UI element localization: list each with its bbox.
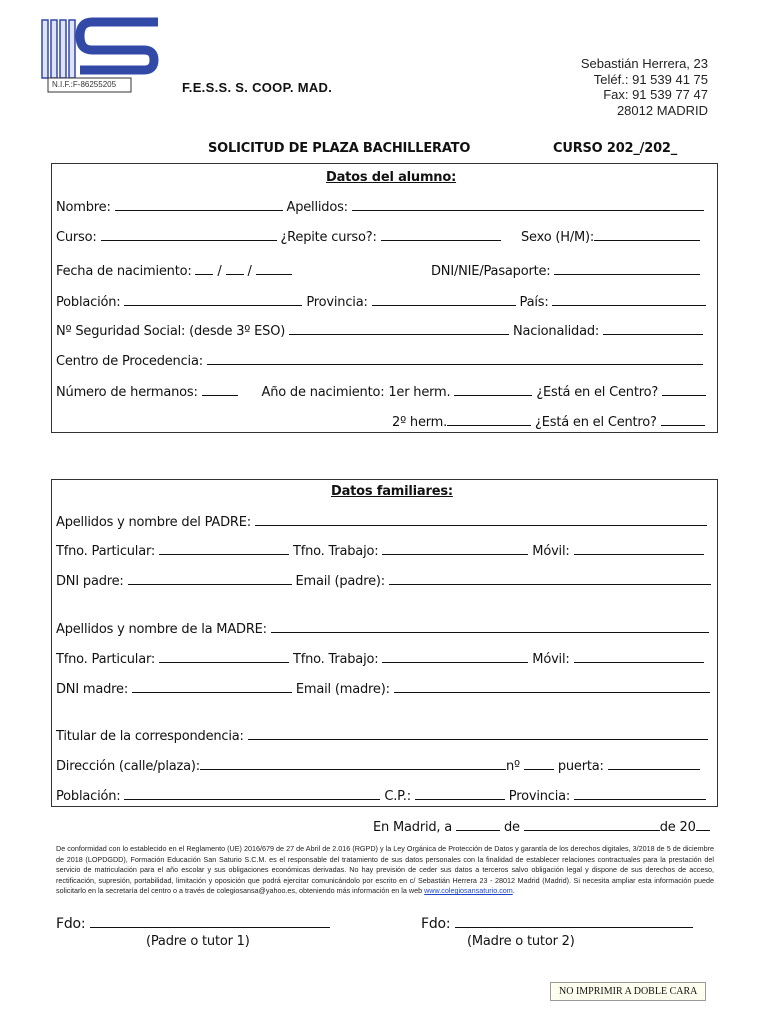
padre-field[interactable] [255, 513, 707, 526]
seguridad-field[interactable] [289, 322, 509, 335]
company-name: F.E.S.S. S. COOP. MAD. [182, 80, 333, 95]
row-seguridad [56, 322, 703, 339]
de20-label: de 20 [659, 820, 696, 835]
cp-field[interactable] [415, 787, 505, 800]
course-year: CURSO 202_/202_ [553, 141, 678, 156]
poblacion-label: Población: [56, 295, 121, 310]
form-title: SOLICITUD DE PLAZA BACHILLERATO [208, 141, 471, 156]
anio-herm2-field[interactable] [447, 413, 531, 426]
signature-1-field[interactable] [90, 915, 330, 928]
poblacion-field[interactable] [124, 293, 302, 306]
dni-madre-field[interactable] [132, 680, 292, 693]
movil-madre-label: Móvil: [532, 652, 570, 667]
en-madrid-label: En Madrid, a [373, 820, 453, 835]
esta1-field[interactable] [662, 383, 706, 396]
madre-tutor-caption: (Madre o tutor 2) [467, 934, 575, 949]
tfno-trab-madre-field[interactable] [382, 650, 528, 663]
herm2-label: 2º herm. [392, 415, 448, 430]
tfno-part-madre-label: Tfno. Particular: [56, 652, 156, 667]
dni-madre-label: DNI madre: [56, 682, 129, 697]
email-madre-label: Email (madre): [295, 682, 390, 697]
privacy-notice [56, 844, 714, 897]
signature-2-field[interactable] [455, 915, 693, 928]
email-padre-field[interactable] [389, 572, 711, 585]
email-padre-label: Email (padre): [295, 574, 385, 589]
row-herm2 [392, 413, 705, 430]
nombre-label: Nombre: [56, 200, 111, 215]
poblacion-familia-label: Población: [56, 789, 121, 804]
madre-label: Apellidos y nombre de la MADRE: [56, 622, 267, 637]
tfno-trab-padre-label: Tfno. Trabajo: [292, 544, 379, 559]
date-place-line [373, 818, 710, 835]
tfno-part-padre-label: Tfno. Particular: [56, 544, 156, 559]
email-madre-field[interactable] [394, 680, 710, 693]
privacy-end: . [512, 886, 515, 895]
nacionalidad-label: Nacionalidad: [513, 324, 600, 339]
address-city: 28012 MADRID [616, 102, 708, 118]
apellidos-label: Apellidos: [286, 200, 348, 215]
address-street: Sebastián Herrera, 23 [580, 56, 708, 71]
num-field[interactable] [524, 757, 554, 770]
row-centro [56, 352, 703, 369]
nacionalidad-field[interactable] [603, 322, 703, 335]
fecha-dia-field[interactable] [195, 262, 213, 275]
direccion-label: Dirección (calle/plaza): [56, 759, 200, 774]
tfno-trab-padre-field[interactable] [382, 542, 528, 555]
dni-field[interactable] [554, 262, 700, 275]
sexo-label: Sexo (H/M): [521, 230, 595, 245]
row-titular [56, 727, 708, 744]
row-tfno-madre [56, 650, 704, 667]
row-tfno-padre [56, 542, 704, 559]
repite-field[interactable] [381, 228, 501, 241]
row-poblacion-familia [56, 787, 706, 804]
dni-padre-field[interactable] [128, 572, 292, 585]
esta1-label: ¿Está en el Centro? [536, 385, 659, 400]
hermanos-label: Número de hermanos: [56, 385, 198, 400]
fecha-label: Fecha de nacimiento: [56, 264, 192, 279]
nombre-field[interactable] [115, 198, 283, 211]
fdo2-label: Fdo: [421, 916, 451, 932]
num-label: nº [505, 759, 520, 774]
pais-label: País: [519, 295, 549, 310]
anio-herm1-field[interactable] [454, 383, 532, 396]
padre-tutor-caption: (Padre o tutor 1) [146, 934, 250, 949]
esta2-label: ¿Está en el Centro? [535, 415, 657, 430]
de-label: de [503, 820, 520, 835]
fecha-anio-field[interactable] [256, 262, 292, 275]
provincia-familia-label: Provincia: [508, 789, 571, 804]
pais-field[interactable] [552, 293, 706, 306]
repite-label: ¿Repite curso?: [280, 230, 377, 245]
row-madre [56, 620, 709, 637]
curso-field[interactable] [101, 228, 277, 241]
row-direccion [56, 757, 700, 774]
row-hermanos [56, 383, 706, 400]
poblacion-familia-field[interactable] [124, 787, 380, 800]
titular-field[interactable] [248, 727, 708, 740]
sexo-field[interactable] [594, 228, 700, 241]
signature-2 [421, 915, 693, 932]
row-padre [56, 513, 707, 530]
dni-padre-label: DNI padre: [56, 574, 124, 589]
row-dni-madre [56, 680, 710, 697]
address-phone: Teléf.: 91 539 41 75 [593, 71, 708, 87]
family-section-heading: Datos familiares: [331, 484, 453, 499]
puerta-field[interactable] [608, 757, 700, 770]
tfno-part-padre-field[interactable] [159, 542, 289, 555]
row-nombre [56, 198, 704, 215]
dia-field[interactable] [456, 818, 500, 831]
mes-field[interactable] [524, 818, 660, 831]
centro-label: Centro de Procedencia: [56, 354, 203, 369]
row-fecha: Fecha de nacimiento: / / [56, 262, 292, 279]
website-link[interactable]: www.colegiosansaturio.com [424, 886, 513, 895]
address-fax: Fax: 91 539 77 47 [603, 87, 708, 102]
fecha-mes-field[interactable] [226, 262, 244, 275]
apellidos-field[interactable] [352, 198, 704, 211]
movil-padre-label: Móvil: [532, 544, 570, 559]
hermanos-field[interactable] [202, 383, 238, 396]
row-dni-padre [56, 572, 711, 589]
no-double-side-notice: NO IMPRIMIR A DOBLE CARA [550, 982, 706, 1001]
privacy-text: De conformidad con lo establecido en el Reglamento (UE) 2016/679 de 27 de Abril de 2.016 (RGPD) y la Ley Orgánica de Protección de Datos y garantía de los derechos digitales, 3/2018 de 5 de diciembre de 2018 (LOPDGDD), Formación Educación San Saturio S.C.M. es el responsable del tratamiento de sus datos personales con la finalidad de establecer relaciones contractuales para la prestación del servicio de matriculación para el año escolar y sus obligaciones económicas derivadas. No hay previsión de ceder sus datos a terceros salvo obligación legal y dispone de sus derechos de acceso, rectificación, supresión, portabilidad, limitación y oposición que podrá ejercitar comunicándolo por escrito en c/ Sebastián Herrera 23 - 28012 Madrid (Madrid). Si necesita ampliar esta información puede solicitarlo en la secretaría del centro o a través de colegiosansa@yahoo.es, obteniendo más información en la web [56, 844, 714, 895]
curso-label: Curso: [56, 230, 97, 245]
row-sexo [521, 228, 700, 245]
direccion-field[interactable] [200, 757, 506, 770]
cp-label: C.P.: [384, 789, 411, 804]
movil-padre-field[interactable] [574, 542, 704, 555]
padre-label: Apellidos y nombre del PADRE: [56, 515, 251, 530]
dni-label: DNI/NIE/Pasaporte: [431, 264, 551, 279]
nif-label: N.I.F.:F-86255205 [52, 80, 117, 89]
movil-madre-field[interactable] [574, 650, 704, 663]
tfno-part-madre-field[interactable] [159, 650, 289, 663]
centro-field[interactable] [207, 352, 703, 365]
tfno-trab-madre-label: Tfno. Trabajo: [292, 652, 379, 667]
row-dni [431, 262, 700, 279]
seguridad-label: Nº Seguridad Social: (desde 3º ESO) [56, 324, 286, 339]
puerta-label: puerta: [557, 759, 604, 774]
row-poblacion [56, 293, 706, 310]
provincia-label: Provincia: [306, 295, 368, 310]
anio-herm1-label: Año de nacimiento: 1er herm. [261, 385, 451, 400]
school-address [581, 56, 708, 118]
fdo1-label: Fdo: [56, 916, 86, 932]
madre-field[interactable] [271, 620, 709, 633]
provincia-familia-field[interactable] [574, 787, 706, 800]
signature-1 [56, 915, 330, 932]
student-section-heading: Datos del alumno: [326, 170, 457, 185]
provincia-field[interactable] [372, 293, 516, 306]
anio-field[interactable] [696, 818, 710, 831]
row-curso [56, 228, 501, 245]
esta2-field[interactable] [661, 413, 705, 426]
titular-label: Titular de la correspondencia: [56, 729, 244, 744]
